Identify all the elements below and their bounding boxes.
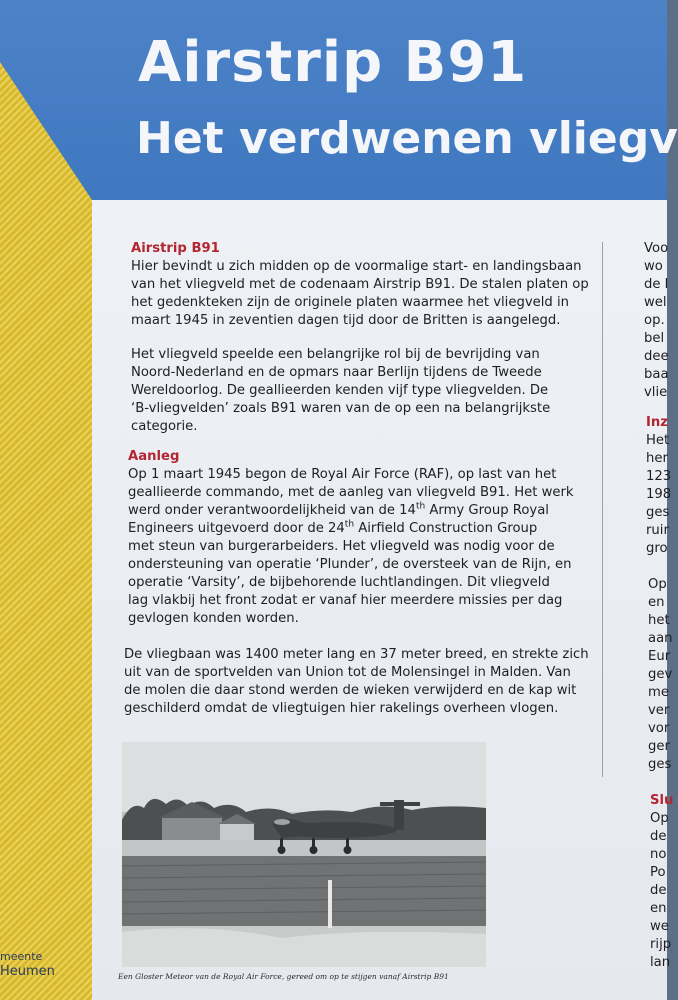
section-heading: Aanleg xyxy=(128,449,180,464)
text-line: lan xyxy=(650,955,671,970)
text-line: met steun van burgerarbeiders. Het vliegveld was nodig voor de xyxy=(128,539,555,554)
section-airstrip xyxy=(131,240,601,330)
text-line: wo xyxy=(644,259,663,274)
superscript: th xyxy=(344,519,355,530)
text-line: ‘B-vliegvelden’ zoals B91 waren van de op een na belangrijkste xyxy=(131,401,551,416)
text-line: operatie ‘Varsity’, de bijbehorende luchtlandingen. Dit vliegveld xyxy=(128,575,550,590)
text-line: Wereldoorlog. De geallieerden kenden vijf type vliegvelden. De xyxy=(131,383,549,398)
right-column-block-1 xyxy=(644,240,669,402)
section-runway xyxy=(124,646,604,718)
text-line: vlie xyxy=(644,385,668,400)
text-line: Het vliegveld speelde een belangrijke rol bij de bevrijding van xyxy=(131,347,540,362)
text-line: geschilderd omdat de vliegtuigen hier rakelings overheen vlogen. xyxy=(124,701,559,716)
right-column-block-2 xyxy=(646,414,671,558)
section-aanleg xyxy=(128,448,598,628)
text-line: categorie. xyxy=(131,419,198,434)
text-line: bel xyxy=(644,331,665,346)
text-line: lag vlakbij het front zodat er vanaf hier meerdere missies per dag xyxy=(128,593,563,608)
section-role xyxy=(131,346,601,436)
text-line: uit van de sportvelden van Union tot de Molensingel in Malden. Van xyxy=(124,665,571,680)
text-line: Eur xyxy=(648,649,671,664)
right-column-block-3 xyxy=(648,576,673,774)
text-line: ges xyxy=(646,505,670,520)
text-line xyxy=(128,520,598,538)
text-line: dee xyxy=(644,349,669,364)
text-line xyxy=(128,502,598,520)
text-fragment: werd onder verantwoordelijkheid van de 14 xyxy=(128,503,416,518)
text-line: van het vliegveld met de codenaam Airstrip B91. De stalen platen op xyxy=(131,277,589,292)
text-line: ger xyxy=(648,739,670,754)
text-line: ondersteuning van operatie ‘Plunder’, de oversteek van de Rijn, en xyxy=(128,557,572,572)
text-line: de xyxy=(650,829,667,844)
text-line: no xyxy=(650,847,667,862)
right-column-block-4 xyxy=(650,792,673,972)
text-line: rijp xyxy=(650,937,672,952)
text-line: her xyxy=(646,451,668,466)
text-line: Po xyxy=(650,865,666,880)
photo-illustration xyxy=(122,742,486,967)
text-fragment: Army Group Royal xyxy=(425,503,549,518)
text-line: baa xyxy=(644,367,669,382)
text-line: 198 xyxy=(646,487,672,502)
text-line: gro xyxy=(646,541,668,556)
text-line: ruir xyxy=(646,523,669,538)
text-line: het gedenkteken zijn de originele platen waarmee het vliegveld in xyxy=(131,295,569,310)
text-line: Op xyxy=(650,811,669,826)
photo-caption: Een Gloster Meteor van de Royal Air Force, gereed om op te stijgen vanaf Airstrip B91 xyxy=(118,972,449,981)
text-line: ver xyxy=(648,703,670,718)
text-line: op. xyxy=(644,313,665,328)
section-heading: Airstrip B91 xyxy=(131,241,220,256)
text-line: Het xyxy=(646,433,670,448)
text-line: het xyxy=(648,613,670,628)
text-fragment: Airfield Construction Group xyxy=(354,521,538,536)
text-line: Voo xyxy=(644,241,669,256)
text-line: Hier bevindt u zich midden op de voormalige start- en landingsbaan xyxy=(131,259,582,274)
yellow-striped-band xyxy=(0,60,92,1000)
superscript: th xyxy=(415,501,426,512)
logo-text-line2: Heumen xyxy=(0,964,55,979)
text-line: gev xyxy=(648,667,673,682)
text-line: geallieerde commando, met de aanleg van vliegveld B91. Het werk xyxy=(128,485,574,500)
logo-text-line1: meente xyxy=(0,950,43,963)
section-heading: Slu xyxy=(650,793,674,808)
text-line: aan xyxy=(648,631,673,646)
text-line: de l xyxy=(644,277,669,292)
text-line: de molen die daar stond werden de wieken verwijderd en de kap wit xyxy=(124,683,577,698)
section-heading: Inz xyxy=(646,415,668,430)
text-fragment: Engineers uitgevoerd door de 24 xyxy=(128,521,345,536)
text-line: we xyxy=(650,919,669,934)
sign-subtitle: Het verdwenen vliegv xyxy=(136,113,678,164)
text-line: vor xyxy=(648,721,670,736)
text-line: 123 xyxy=(646,469,672,484)
sign-title: Airstrip B91 xyxy=(138,30,528,95)
text-line: ges xyxy=(648,757,672,772)
aircraft-photo xyxy=(122,742,486,967)
text-line: Op 1 maart 1945 begon de Royal Air Force (RAF), op last van het xyxy=(128,467,557,482)
text-line: gevlogen konden worden. xyxy=(128,611,299,626)
text-line: en xyxy=(648,595,665,610)
text-line: en xyxy=(650,901,667,916)
text-line: Op xyxy=(648,577,667,592)
text-line: Noord-Nederland en de opmars naar Berlijn tijdens de Tweede xyxy=(131,365,542,380)
text-line: maart 1945 in zeventien dagen tijd door de Britten is aangelegd. xyxy=(131,313,561,328)
text-line: me xyxy=(648,685,669,700)
text-line: De vliegbaan was 1400 meter lang en 37 meter breed, en strekte zich xyxy=(124,647,589,662)
text-line: wel xyxy=(644,295,667,310)
text-line: de xyxy=(650,883,667,898)
